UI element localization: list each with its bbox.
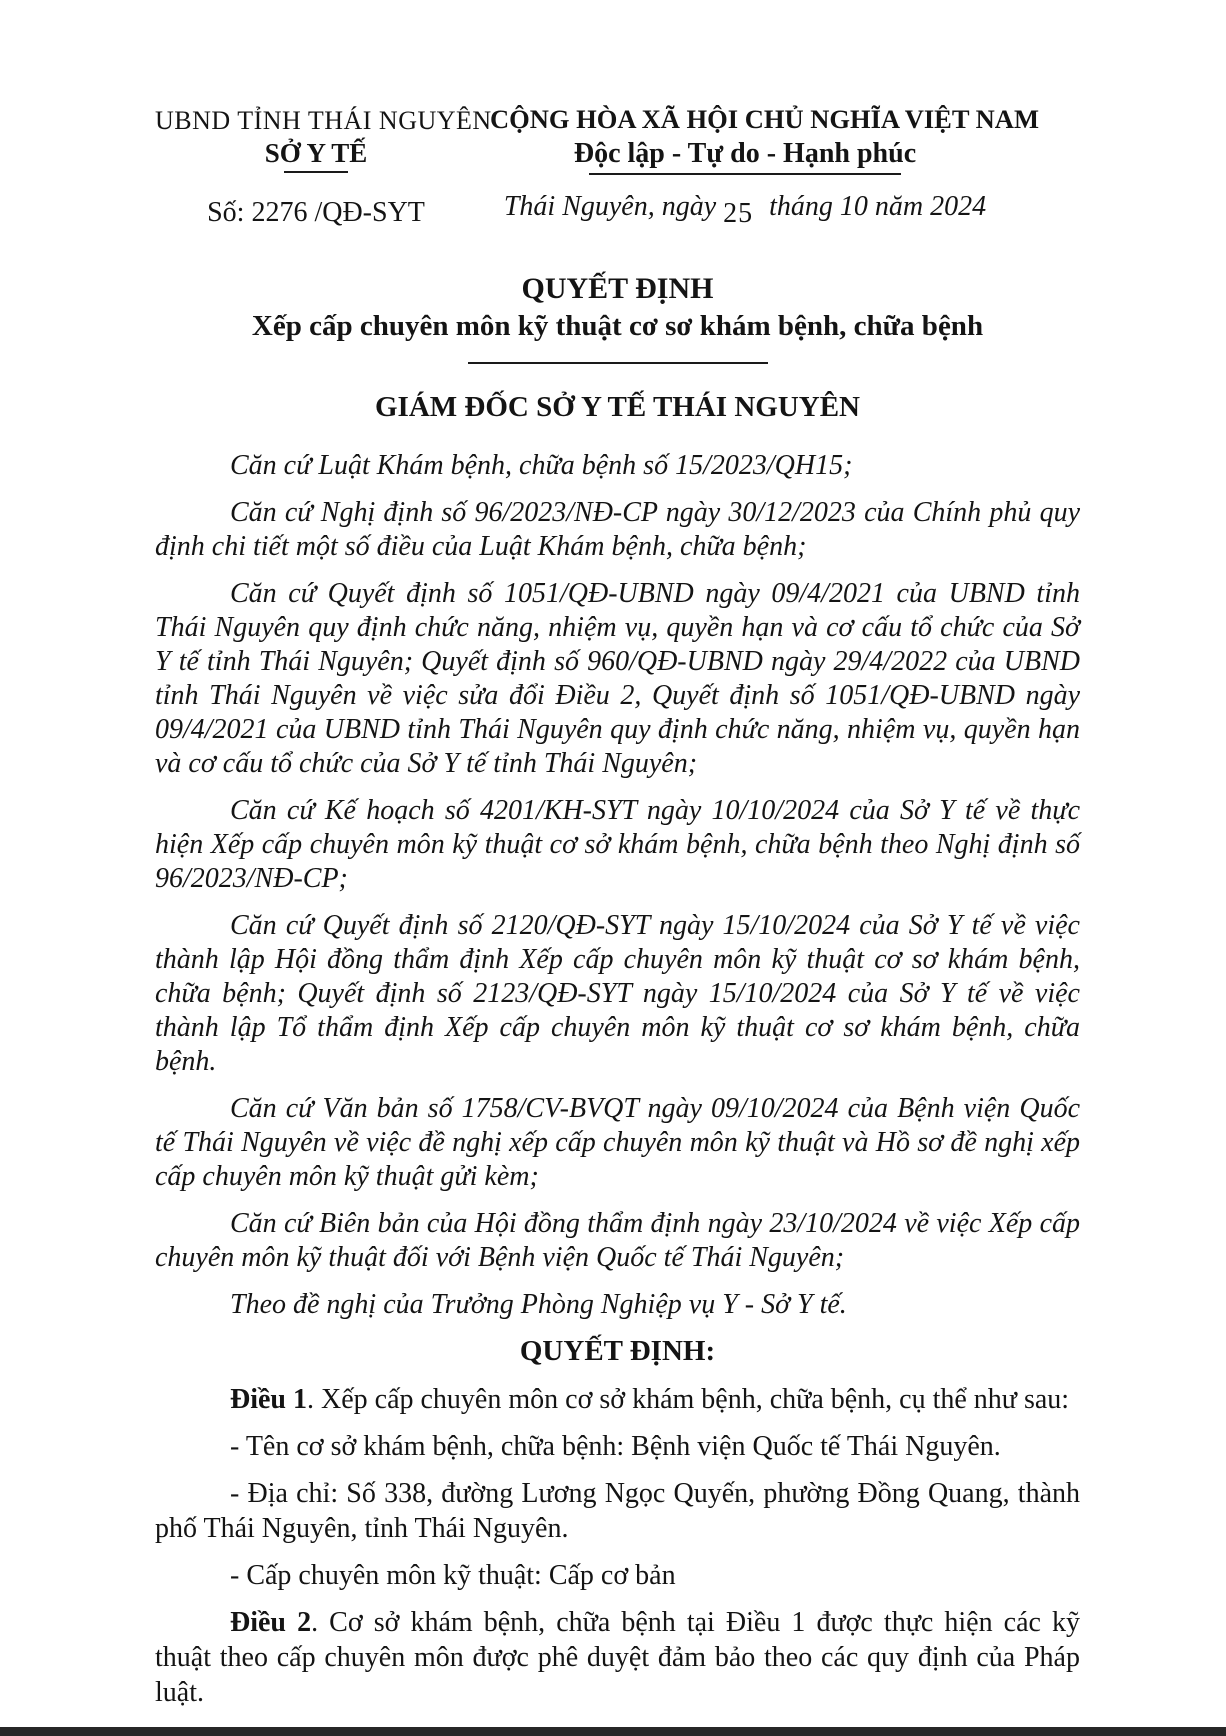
parent-agency-name: UBND TỈNH THÁI NGUYÊN — [155, 106, 492, 135]
recital-paragraph: Theo đề nghị của Trưởng Phòng Nghiệp vụ Y - Sở Y tế. — [230, 1289, 847, 1320]
recital-paragraph: Căn cứ Văn bản số 1758/CV-BVQT ngày 09/10/2024 của Bệnh viện Quốc tế Thái Nguyên về việc đề nghị xếp cấp chuyên môn kỹ thuật và Hồ sơ đề nghị xếp cấp chuyên môn kỹ thuật gửi kèm; — [155, 1093, 1080, 1192]
date-day-filled: 25 — [723, 198, 754, 229]
recital-paragraph: Căn cứ Quyết định số 2120/QĐ-SYT ngày 15/10/2024 của Sở Y tế về việc thành lập Hội đồng thẩm định Xếp cấp chuyên môn kỹ thuật cơ sơ khám bệnh, chữa bệnh; Quyết định số 2123/QĐ-SYT ngày 15/10/2024 của Sở Y tế về việc thành lập Tổ thẩm định Xếp cấp chuyên môn kỹ thuật cơ sơ khám bệnh, chữa bệnh. — [155, 910, 1080, 1077]
document-header — [155, 103, 1080, 231]
recital-paragraph: Căn cứ Biên bản của Hội đồng thẩm định ngày 23/10/2024 về việc Xếp cấp chuyên môn kỹ thuật đối với Bệnh viện Quốc tế Thái Nguyên; — [155, 1208, 1080, 1273]
article-1-label: Điều 1 — [230, 1384, 307, 1415]
national-title: CỘNG HÒA XÃ HỘI CHỦ NGHĨA VIỆT NAM — [490, 104, 1039, 134]
place-and-date — [490, 191, 1000, 229]
title-underline — [468, 362, 768, 364]
operative-section — [155, 1335, 1080, 1710]
article-2-text: . Cơ sở khám bệnh, chữa bệnh tại Điều 1 được thực hiện các kỹ thuật theo cấp chuyên môn được phê duyệt đảm bảo theo các quy định của Pháp luật. — [155, 1607, 1081, 1708]
decision-title-block — [155, 271, 1080, 424]
facility-address-line: - Địa chỉ: Số 338, đường Lương Ngọc Quyến, phường Đồng Quang, thành phố Thái Nguyên, tỉnh Thái Nguyên. — [155, 1478, 1080, 1544]
issuer-title: GIÁM ĐỐC SỞ Y TẾ THÁI NGUYÊN — [374, 391, 860, 423]
recital-paragraph: Căn cứ Kế hoạch số 4201/KH-SYT ngày 10/10/2024 của Sở Y tế về thực hiện Xếp cấp chuyên môn kỹ thuật cơ sở khám bệnh, chữa bệnh theo Nghị định số 96/2023/NĐ-CP; — [155, 795, 1080, 894]
national-motto: Độc lập - Tự do - Hạnh phúc — [573, 138, 917, 169]
department-underline — [284, 171, 348, 173]
article-1-text: . Xếp cấp chuyên môn cơ sở khám bệnh, chữa bệnh, cụ thể như sau: — [307, 1384, 1070, 1415]
article-2 — [155, 1605, 1080, 1710]
scan-bottom-edge — [0, 1727, 1226, 1736]
article-1 — [155, 1382, 1080, 1417]
motto-underline — [589, 173, 901, 175]
department-name: SỞ Y TẾ — [264, 138, 368, 168]
document-number: Số: 2276 /QĐ-SYT — [207, 197, 425, 228]
recitals-section — [155, 449, 1080, 1322]
recital-paragraph: Căn cứ Luật Khám bệnh, chữa bệnh số 15/2023/QH15; — [230, 450, 853, 481]
date-prefix: Thái Nguyên, ngày — [503, 191, 717, 222]
national-header-block — [490, 103, 1039, 229]
article-2-label: Điều 2 — [230, 1607, 312, 1638]
issuing-agency-block — [155, 105, 492, 229]
decision-subtitle: Xếp cấp chuyên môn kỹ thuật cơ sơ khám bệnh, chữa bệnh — [251, 310, 984, 342]
decision-title: QUYẾT ĐỊNH — [521, 272, 714, 305]
facility-name-line: - Tên cơ sở khám bệnh, chữa bệnh: Bệnh viện Quốc tế Thái Nguyên. — [230, 1431, 1001, 1462]
decree-heading: QUYẾT ĐỊNH: — [519, 1335, 716, 1367]
date-rest: tháng 10 năm 2024 — [769, 191, 987, 222]
facility-level-line: - Cấp chuyên môn kỹ thuật: Cấp cơ bản — [230, 1560, 676, 1591]
recital-paragraph: Căn cứ Quyết định số 1051/QĐ-UBND ngày 09/4/2021 của UBND tỉnh Thái Nguyên quy định chức năng, nhiệm vụ, quyền hạn và cơ cấu tổ chức của Sở Y tế tỉnh Thái Nguyên; Quyết định số 960/QĐ-UBND ngày 29/4/2022 của UBND tỉnh Thái Nguyên về việc sửa đổi Điều 2, Quyết định số 1051/QĐ-UBND ngày 09/4/2021 của UBND tỉnh Thái Nguyên quy định chức năng, nhiệm vụ, quyền hạn và cơ cấu tổ chức của Sở Y tế tỉnh Thái Nguyên; — [155, 578, 1080, 779]
recital-paragraph: Căn cứ Nghị định số 96/2023/NĐ-CP ngày 30/12/2023 của Chính phủ quy định chi tiết một số điều của Luật Khám bệnh, chữa bệnh; — [155, 497, 1080, 562]
